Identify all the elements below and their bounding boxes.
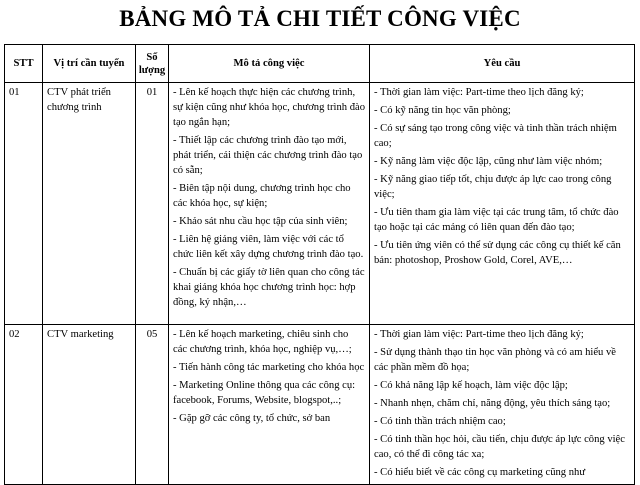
requirement-item: - Có sự sáng tạo trong công việc và tinh thần trách nhiệm cao; bbox=[374, 123, 617, 149]
requirement-item: - Nhanh nhẹn, chăm chỉ, năng động, yêu thích sáng tạo; bbox=[374, 398, 611, 409]
table-row bbox=[5, 83, 635, 325]
row-position: CTV marketing bbox=[43, 325, 136, 485]
row-description bbox=[169, 325, 370, 485]
document-title: BẢNG MÔ TẢ CHI TIẾT CÔNG VIỆC bbox=[119, 6, 521, 31]
row-stt: 01 bbox=[5, 83, 43, 325]
row-position: CTV phát triển chương trình bbox=[43, 83, 136, 325]
requirement-item: - Thời gian làm việc: Part-time theo lịch đăng ký; bbox=[374, 329, 584, 340]
description-item: - Gặp gỡ các công ty, tổ chức, sở ban bbox=[173, 413, 331, 424]
header-requirements: Yêu cầu bbox=[370, 45, 635, 83]
description-item: - Liên hệ giảng viên, làm việc với các tổ chức liên kết xây dựng chương trình đào tạo. bbox=[173, 234, 364, 260]
description-item: - Khảo sát nhu cầu học tập của sinh viên; bbox=[173, 216, 348, 227]
requirement-item: - Có kỹ năng tin học văn phòng; bbox=[374, 105, 511, 116]
description-item: - Biên tập nội dung, chương trình học cho các khóa học, sự kiện; bbox=[173, 183, 351, 209]
header-description: Mô tả công việc bbox=[169, 45, 370, 83]
requirement-item: - Sử dụng thành thạo tin học văn phòng và có am hiểu về các phần mềm đồ họa; bbox=[374, 347, 616, 373]
table-header-row bbox=[5, 45, 635, 83]
row-description bbox=[169, 83, 370, 325]
table-row bbox=[5, 325, 635, 485]
requirement-item: - Có hiểu biết về các công cụ marketing cũng như bbox=[374, 467, 586, 478]
row-requirements bbox=[370, 83, 635, 325]
description-item: - Thiết lập các chương trình đào tạo mới, phát triển, cải thiện các chương trình đào tạo có sẵn; bbox=[173, 135, 363, 176]
description-item: - Lên kế hoạch marketing, chiêu sinh cho các chương trình, khóa học, nghiệp vụ,…; bbox=[173, 329, 352, 355]
header-position: Vị trí cần tuyển bbox=[43, 45, 136, 83]
row-requirements bbox=[370, 325, 635, 485]
row-stt: 02 bbox=[5, 325, 43, 485]
requirement-item: - Có khả năng lập kế hoạch, làm việc độc lập; bbox=[374, 380, 568, 391]
requirement-item: - Có tinh thần trách nhiệm cao; bbox=[374, 416, 506, 427]
row-quantity: 01 bbox=[136, 83, 169, 325]
description-item: - Chuẩn bị các giấy tờ liên quan cho công tác khai giảng khóa học chương trình học: hợp đồng, ký nhận,… bbox=[173, 267, 365, 308]
requirement-item: - Ưu tiên ứng viên có thể sử dụng các công cụ thiết kế căn bản: photoshop, Proshow Gold, Corel, AVE,… bbox=[374, 240, 621, 266]
description-item: - Lên kế hoạch thực hiện các chương trình, sự kiện cũng như khóa học, chương trình đào tạo ngắn hạn; bbox=[173, 87, 365, 128]
requirement-item: - Kỹ năng giao tiếp tốt, chịu được áp lực cao trong công việc; bbox=[374, 174, 612, 200]
description-item: - Marketing Online thông qua các công cụ: facebook, Forums, Website, blogspot,..; bbox=[173, 380, 356, 406]
requirement-item: - Có tinh thần học hỏi, cầu tiến, chịu được áp lực công việc cao, có thể đi công tác xa; bbox=[374, 434, 625, 460]
requirement-item: - Thời gian làm việc: Part-time theo lịch đăng ký; bbox=[374, 87, 584, 98]
row-quantity: 05 bbox=[136, 325, 169, 485]
header-quantity: Số lượng bbox=[136, 45, 169, 83]
header-stt: STT bbox=[5, 45, 43, 83]
requirement-item: - Ưu tiên tham gia làm việc tại các trung tâm, tổ chức đào tạo hoặc tại các mảng có liên quan đến đào tạo; bbox=[374, 207, 619, 233]
job-description-table bbox=[4, 44, 635, 485]
requirement-item: - Kỹ năng làm việc độc lập, cũng như làm việc nhóm; bbox=[374, 156, 603, 167]
description-item: - Tiến hành công tác marketing cho khóa học bbox=[173, 362, 365, 373]
